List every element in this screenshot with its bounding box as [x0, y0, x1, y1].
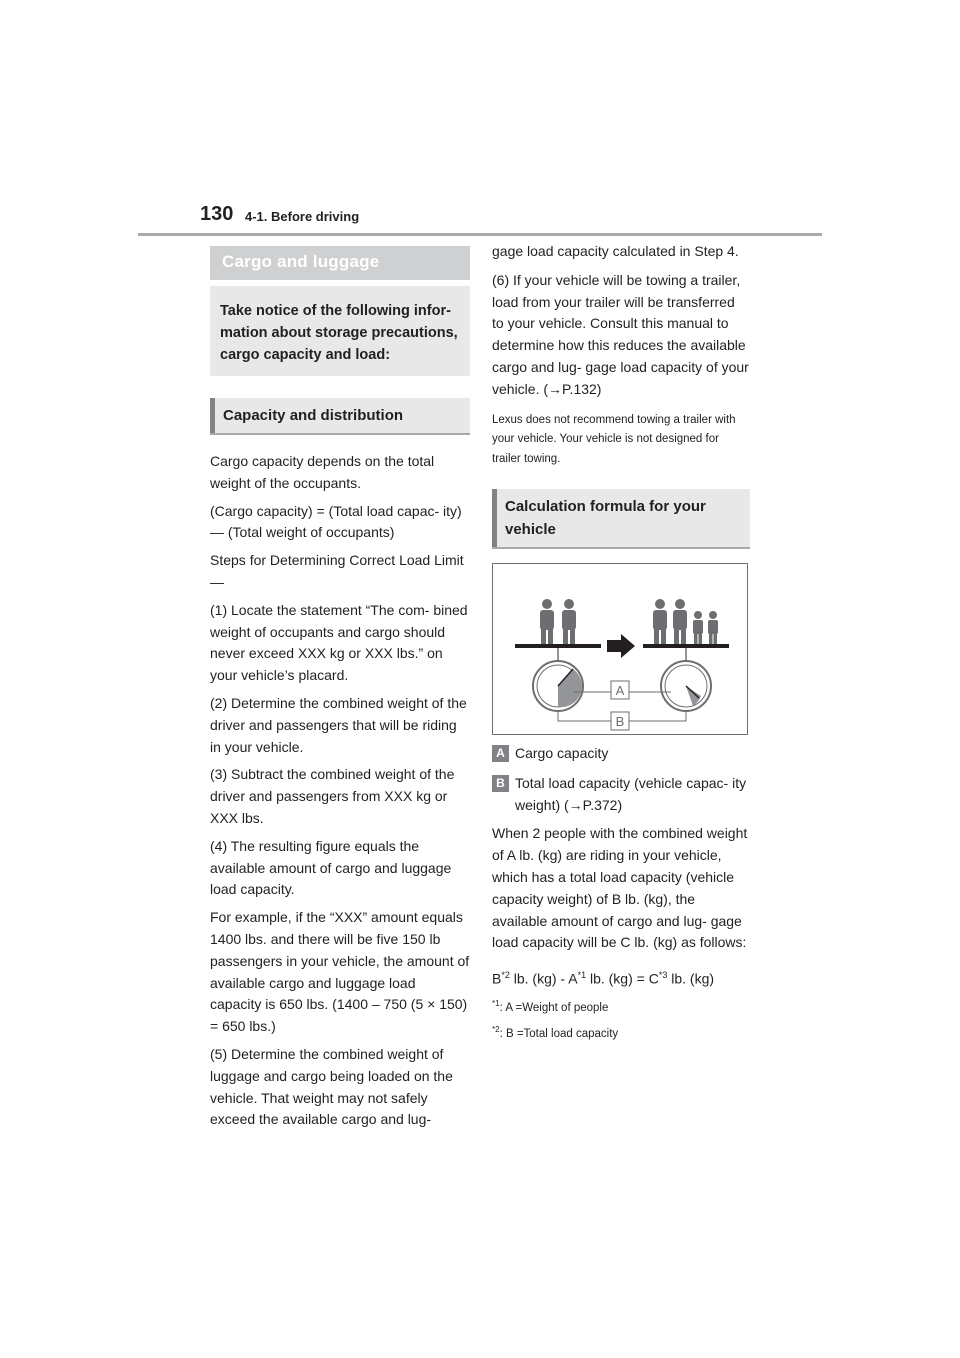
section-title: 4-1. Before driving — [245, 209, 360, 224]
paragraph: (6) If your vehicle will be towing a trailer, load from your trailer will be transferred to your vehicle. Consult this manual to determine how this reduces the available cargo and lug- gage load capacity of your vehicle. (→P.132) — [492, 271, 749, 397]
header-rule — [138, 233, 822, 236]
capacity-illustration-svg — [493, 564, 749, 736]
subheading-text: Calculation formula for your vehicle — [505, 498, 706, 539]
footnote-mark: *2 — [492, 1024, 500, 1034]
formula-a-sup: *1 — [577, 970, 587, 981]
definition-row — [492, 743, 750, 765]
right-column — [492, 241, 750, 1042]
paragraph: When 2 people with the combined weight of A lb. (kg) are riding in your vehicle, which has a total load capacity (vehicle capacity weight) of B lb. (kg), the available amount of cargo and lug- gage load capacity will be C lb. (kg) as follows: — [492, 825, 748, 951]
paragraph: Cargo capacity depends on the total weight of the occupants. — [210, 453, 435, 491]
paragraph: (1) Locate the statement “The com- bined weight of occupants and cargo should never exceed XXX kg or XXX lbs.” on your vehicle’s placard. — [210, 601, 468, 684]
paragraph: (4) The resulting figure equals the available amount of cargo and luggage load capacity. — [210, 837, 452, 898]
definition-row — [492, 773, 750, 817]
formula-b-unit: lb. (kg) - — [509, 970, 569, 987]
left-column — [210, 246, 470, 1131]
footnote — [492, 996, 750, 1016]
page-number: 130 — [200, 203, 234, 225]
note: Lexus does not recommend towing a trailer with your vehicle. Your vehicle is not designed for trailer towing. — [492, 413, 736, 465]
formula-c-sup: *3 — [658, 970, 668, 981]
formula-b-sup: *2 — [501, 970, 510, 981]
badge-a: A — [492, 745, 509, 762]
left-gauge-icon — [533, 661, 583, 711]
two-people-icon — [540, 599, 576, 644]
subheading-formula — [492, 489, 750, 549]
definition-text: Total load capacity (vehicle capac- ity weight) (→P.372) — [515, 774, 747, 813]
capacity-illustration — [492, 563, 748, 735]
arrow-right-icon — [607, 634, 635, 658]
badge-b: B — [492, 775, 509, 792]
formula-c: C — [648, 970, 659, 987]
paragraph: gage load capacity calculated in Step 4. — [492, 243, 739, 259]
paragraph: For example, if the “XXX” amount equals 1400 lbs. and there will be five 150 lb passengers in your vehicle, the amount of available cargo and luggage load capacity is 650 lbs. (1400 – 750 (5 × 150) = 650 lbs.) — [210, 909, 470, 1035]
right-bar — [643, 644, 729, 648]
figure-label-b: B — [615, 714, 625, 730]
paragraph: (2) Determine the combined weight of the driver and passengers that will be riding in your vehicle. — [210, 694, 467, 755]
footnote-text: : A =Weight of people — [499, 1001, 609, 1014]
page-title: Cargo and luggage — [210, 246, 470, 280]
subheading-text: Capacity and distribution — [223, 407, 404, 424]
formula-b: B — [492, 970, 502, 987]
footnote-mark: *1 — [492, 998, 500, 1008]
footnote-text: : B =Total load capacity — [499, 1027, 619, 1040]
subheading-capacity — [210, 398, 470, 435]
formula-a: A — [568, 970, 578, 987]
paragraph: (5) Determine the combined weight of luggage and cargo being loaded on the vehicle. That weight may not safely exceed the available cargo and lug- — [210, 1045, 453, 1128]
paragraph: (3) Subtract the combined weight of the driver and passengers from XXX kg or XXX lbs. — [210, 766, 455, 826]
paragraph: (Cargo capacity) = (Total load capac- ity) — (Total weight of occupants) — [210, 502, 462, 541]
formula-c-unit: lb. (kg) — [667, 970, 715, 987]
four-people-icon — [653, 599, 718, 644]
formula-a-unit: lb. (kg) = — [586, 970, 649, 987]
figure-label-a: A — [615, 683, 625, 699]
formula — [492, 964, 750, 990]
paragraph: Steps for Determining Correct Load Limit — — [210, 552, 464, 590]
footnote — [492, 1022, 750, 1042]
intro-box: Take notice of the following infor- mation about storage precautions, cargo capacity and load: — [210, 286, 470, 376]
right-gauge-icon — [661, 661, 711, 711]
left-bar — [515, 644, 601, 648]
definition-text: Cargo capacity — [515, 745, 609, 762]
